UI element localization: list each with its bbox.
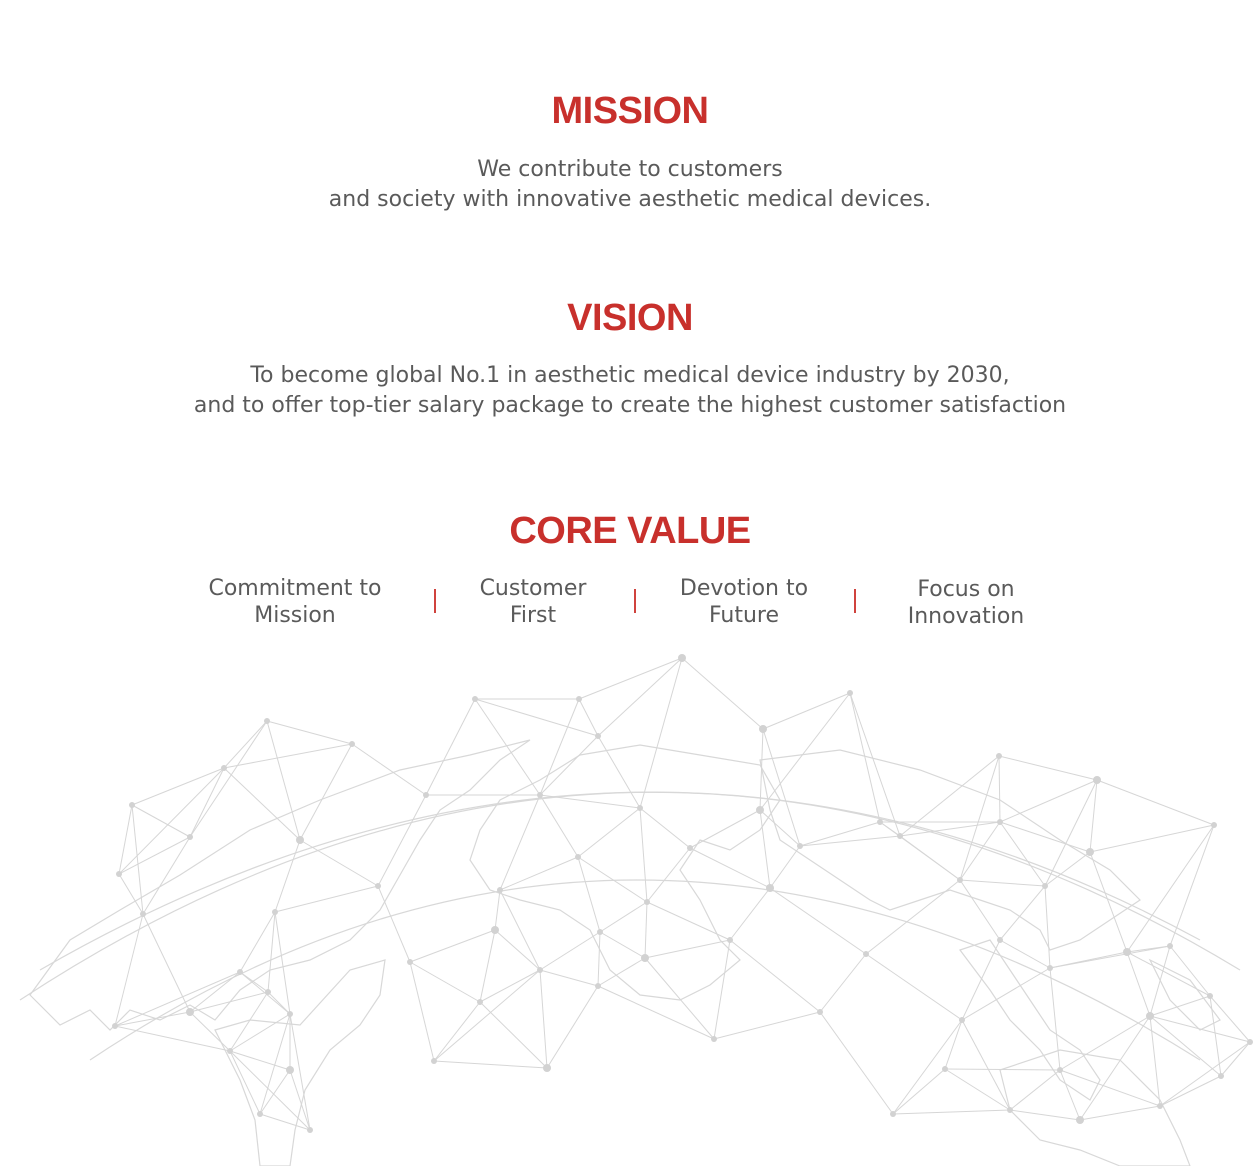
network-line [190, 1012, 230, 1051]
network-line [850, 693, 900, 836]
network-node [1057, 1067, 1063, 1073]
network-line [1000, 822, 1090, 852]
network-node [187, 834, 193, 840]
network-line [500, 890, 540, 970]
network-node [817, 1009, 823, 1015]
network-line [1210, 996, 1250, 1042]
network-line [300, 840, 378, 886]
network-node [431, 1058, 437, 1064]
network-line [1160, 1076, 1221, 1106]
network-line [1090, 852, 1127, 952]
mission-line-2: and society with innovative aesthetic medical devices. [328, 187, 932, 212]
network-node [997, 937, 1003, 943]
network-line [190, 721, 267, 837]
network-node [1123, 948, 1131, 956]
network-line [1045, 780, 1097, 886]
network-node [543, 1064, 551, 1072]
network-node [472, 696, 478, 702]
network-line [540, 970, 598, 986]
network-line [1080, 1016, 1150, 1120]
network-line [540, 699, 579, 795]
network-line [224, 768, 300, 840]
network-line [547, 986, 598, 1068]
network-line [410, 962, 480, 1002]
network-node [797, 843, 803, 849]
network-node [996, 753, 1002, 759]
network-node [575, 854, 581, 860]
network-node [491, 926, 499, 934]
network-node [595, 733, 601, 739]
network-node [595, 983, 601, 989]
network-node [576, 696, 582, 702]
network-node [766, 884, 774, 892]
network-line [230, 1051, 260, 1114]
network-line [760, 693, 850, 810]
network-line [495, 890, 500, 930]
vision-title: VISION [567, 297, 693, 339]
network-line [682, 658, 763, 729]
network-line [378, 886, 410, 962]
network-node [497, 887, 503, 893]
network-node [129, 802, 135, 808]
network-line [866, 954, 962, 1020]
network-node [1076, 1116, 1084, 1124]
core-value-line-1: Focus on [917, 577, 1015, 602]
network-line [820, 1012, 893, 1114]
core-value-line-2: First [509, 603, 557, 628]
network-node [1146, 1012, 1154, 1020]
network-line [268, 912, 275, 992]
network-line [600, 902, 647, 932]
network-node [1086, 848, 1094, 856]
core-value-line-1: Customer [479, 576, 587, 601]
network-line [434, 1061, 547, 1068]
network-line [1127, 952, 1150, 1016]
mission-line-1: We contribute to customers [477, 157, 783, 182]
southeast-asia-outline [960, 940, 1100, 1100]
network-node [1211, 822, 1217, 828]
network-node [287, 1011, 293, 1017]
network-line [1010, 1070, 1060, 1110]
network-line [714, 1012, 820, 1039]
core-value-line-1: Devotion to [679, 576, 809, 601]
network-line [579, 658, 682, 699]
network-line [115, 972, 240, 1026]
network-line [480, 970, 540, 1002]
network-line [540, 736, 598, 795]
network-line [115, 914, 143, 1026]
network-node [140, 911, 146, 917]
network-line [1170, 825, 1214, 946]
network-node [1093, 776, 1101, 784]
network-node [296, 836, 304, 844]
network-line [1050, 968, 1060, 1070]
network-line [540, 932, 600, 970]
network-line [410, 930, 495, 962]
network-node [890, 1111, 896, 1117]
network-line [600, 932, 645, 958]
network-node [375, 883, 381, 889]
network-line [267, 721, 352, 744]
network-line [640, 808, 690, 848]
network-line [275, 886, 378, 912]
network-node [597, 929, 603, 935]
network-line [770, 888, 866, 954]
network-line [1000, 940, 1050, 968]
network-line [1150, 946, 1170, 1016]
network-node [641, 954, 649, 962]
core-value-item-customer [453, 575, 613, 629]
network-node [1042, 883, 1048, 889]
network-line [999, 756, 1000, 822]
latitude-lines [20, 792, 1240, 1060]
network-node [711, 1036, 717, 1042]
network-line [475, 699, 540, 795]
network-line [763, 693, 850, 729]
network-line [540, 795, 640, 808]
network-line [1127, 952, 1210, 996]
network-node [847, 690, 853, 696]
network-line [1090, 825, 1214, 852]
latitude-line [90, 880, 1200, 1060]
network-line [268, 992, 290, 1014]
network-line [945, 1069, 1060, 1070]
network-node [221, 765, 227, 771]
network-node [897, 833, 903, 839]
network-lines [115, 658, 1250, 1130]
network-line [260, 1014, 290, 1114]
network-line [598, 736, 640, 808]
network-line [850, 693, 880, 822]
network-line [900, 836, 960, 880]
network-line [960, 822, 1000, 880]
network-line [1150, 1016, 1160, 1106]
network-line [962, 1020, 1010, 1110]
network-line [480, 930, 495, 1002]
network-line [598, 986, 714, 1039]
network-node [265, 989, 271, 995]
network-node [349, 741, 355, 747]
network-line [352, 744, 426, 795]
latitude-line [20, 792, 1240, 1000]
network-node [877, 819, 883, 825]
network-line [540, 795, 578, 857]
network-node [307, 1127, 313, 1133]
network-line [410, 962, 434, 1061]
network-line [1060, 1070, 1080, 1120]
vision-text [0, 361, 1260, 421]
network-line [1080, 1106, 1160, 1120]
network-node [678, 654, 686, 662]
network-line [960, 880, 1000, 940]
network-line [275, 840, 300, 912]
network-line [119, 837, 190, 874]
network-line [480, 1002, 547, 1068]
network-node [957, 877, 963, 883]
network-node [637, 805, 643, 811]
network-line [578, 808, 640, 857]
network-line [598, 932, 600, 986]
network-node [1207, 993, 1213, 999]
network-node [863, 951, 869, 957]
network-line [866, 880, 960, 954]
network-line [820, 954, 866, 1012]
core-value-item-innovation [886, 576, 1046, 630]
vision-line-2: and to offer top-tier salary package to create the highest customer satisfaction [193, 393, 1067, 418]
network-line [143, 914, 190, 1012]
core-value-line-2: Mission [254, 603, 336, 628]
core-value-item-devotion [664, 575, 824, 629]
mission-text [0, 155, 1260, 215]
network-node [407, 959, 413, 965]
core-value-item-commitment [195, 575, 395, 629]
network-line [945, 1069, 1010, 1110]
core-value-list [0, 575, 1260, 635]
network-node [423, 792, 429, 798]
network-node [756, 806, 764, 814]
network-line [945, 1020, 962, 1069]
network-line [1090, 780, 1097, 852]
core-value-divider [854, 589, 856, 613]
network-node [477, 999, 483, 1005]
network-line [578, 857, 600, 932]
core-value-title: CORE VALUE [509, 510, 751, 552]
network-line [1000, 886, 1045, 940]
network-node [264, 718, 270, 724]
network-node [1247, 1039, 1253, 1045]
network-line [893, 1069, 945, 1114]
network-line [1060, 1016, 1150, 1070]
network-node [1007, 1107, 1013, 1113]
network-node [272, 909, 278, 915]
south-america-outline [215, 960, 385, 1166]
network-line [190, 768, 224, 837]
network-line [763, 729, 800, 846]
network-line [1160, 1042, 1250, 1106]
network-line [143, 837, 190, 914]
network-line [645, 958, 714, 1039]
network-line [640, 808, 647, 902]
network-line [240, 912, 275, 972]
network-node [727, 937, 733, 943]
core-value-line-2: Future [708, 603, 780, 628]
network-line [1097, 780, 1214, 825]
network-line [275, 912, 290, 1014]
network-line [640, 658, 682, 808]
network-node [537, 792, 543, 798]
north-america-outline [30, 740, 530, 1030]
network-line [893, 1110, 1010, 1114]
network-node [959, 1017, 965, 1023]
network-node [1047, 965, 1053, 971]
network-line [495, 930, 540, 970]
network-node [237, 969, 243, 975]
network-line [1010, 1110, 1080, 1120]
core-value-line-1: Commitment to [208, 576, 382, 601]
network-node [1167, 943, 1173, 949]
network-line [115, 1026, 230, 1051]
network-node [942, 1066, 948, 1072]
network-node [759, 725, 767, 733]
network-line [1000, 780, 1097, 822]
network-line [434, 1002, 480, 1061]
network-node [257, 1111, 263, 1117]
network-node [537, 967, 543, 973]
network-line [770, 846, 800, 888]
network-line [540, 970, 547, 1068]
network-line [690, 810, 760, 848]
network-line [290, 1070, 310, 1130]
network-line [730, 940, 820, 1012]
network-node [1218, 1073, 1224, 1079]
network-line [434, 970, 540, 1061]
network-line [300, 744, 352, 840]
network-line [260, 1070, 290, 1114]
network-line [960, 756, 999, 880]
network-node [186, 1008, 194, 1016]
network-node [227, 1048, 233, 1054]
core-value-divider [434, 589, 436, 613]
network-node [644, 899, 650, 905]
network-line [119, 768, 224, 874]
mission-title: MISSION [551, 90, 709, 132]
network-line [1045, 886, 1050, 968]
network-line [962, 940, 1000, 1020]
core-value-line-2: Innovation [907, 604, 1025, 629]
network-line [1170, 946, 1210, 996]
network-line [893, 1020, 962, 1114]
network-line [1150, 996, 1210, 1016]
network-node [1157, 1103, 1163, 1109]
network-node [116, 871, 122, 877]
network-line [647, 902, 730, 940]
world-network-graphic [0, 640, 1260, 1166]
vision-line-1: To become global No.1 in aesthetic medical device industry by 2030, [250, 363, 1010, 388]
network-line [119, 805, 132, 874]
network-node [112, 1023, 118, 1029]
network-line [132, 768, 224, 805]
network-line [1127, 825, 1214, 952]
core-value-divider [634, 589, 636, 613]
network-line [579, 699, 598, 736]
network-line [598, 958, 645, 986]
network-line [267, 721, 300, 840]
network-node [997, 819, 1003, 825]
network-line [475, 699, 598, 736]
network-line [426, 699, 475, 795]
network-line [645, 940, 730, 958]
network-line [962, 968, 1050, 1020]
network-line [598, 658, 682, 736]
network-line [714, 940, 730, 1039]
network-node [286, 1066, 294, 1074]
network-line [960, 880, 1045, 886]
network-line [730, 888, 770, 940]
network-line [645, 902, 647, 958]
network-line [999, 756, 1097, 780]
network-node [687, 845, 693, 851]
